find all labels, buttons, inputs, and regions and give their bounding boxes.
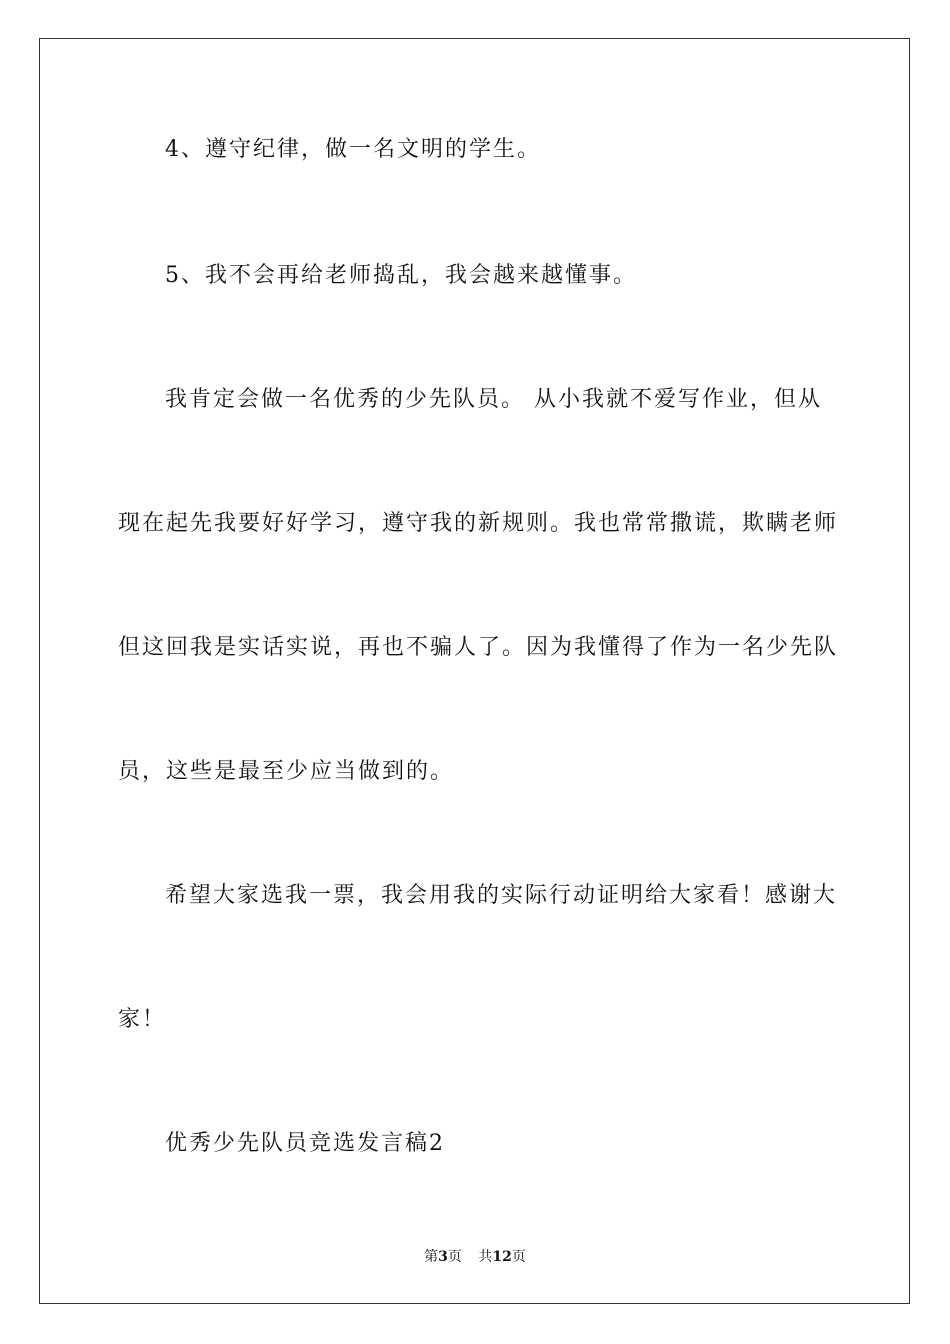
page-indicator: 第3页 xyxy=(424,1249,462,1265)
text-line-8: 家！ xyxy=(118,1007,167,1032)
page-footer xyxy=(0,1248,950,1266)
page-frame xyxy=(39,38,910,1304)
text-line-1: 4、遵守纪律，做一名文明的学生。 xyxy=(165,137,541,162)
text-line-5: 但这回我是实话实说，再也不骗人了。因为我懂得了作为一名少先队 xyxy=(118,635,839,660)
text-line-4: 现在起先我要好好学习，遵守我的新规则。我也常常撒谎，欺瞒老师 xyxy=(118,511,839,536)
text-line-2: 5、我不会再给老师捣乱，我会越来越懂事。 xyxy=(165,263,637,288)
text-line-7: 希望大家选我一票，我会用我的实际行动证明给大家看！感谢大 xyxy=(165,883,838,908)
text-line-6: 员，这些是最至少应当做到的。 xyxy=(118,759,455,784)
total-pages-indicator: 共12页 xyxy=(478,1249,526,1265)
text-line-3: 我肯定会做一名优秀的少先队员。 从小我就不爱写作业，但从 xyxy=(165,387,822,412)
section-heading: 优秀少先队员竞选发言稿2 xyxy=(165,1131,445,1156)
total-pages: 12 xyxy=(492,1249,512,1265)
page-number: 3 xyxy=(438,1249,448,1265)
